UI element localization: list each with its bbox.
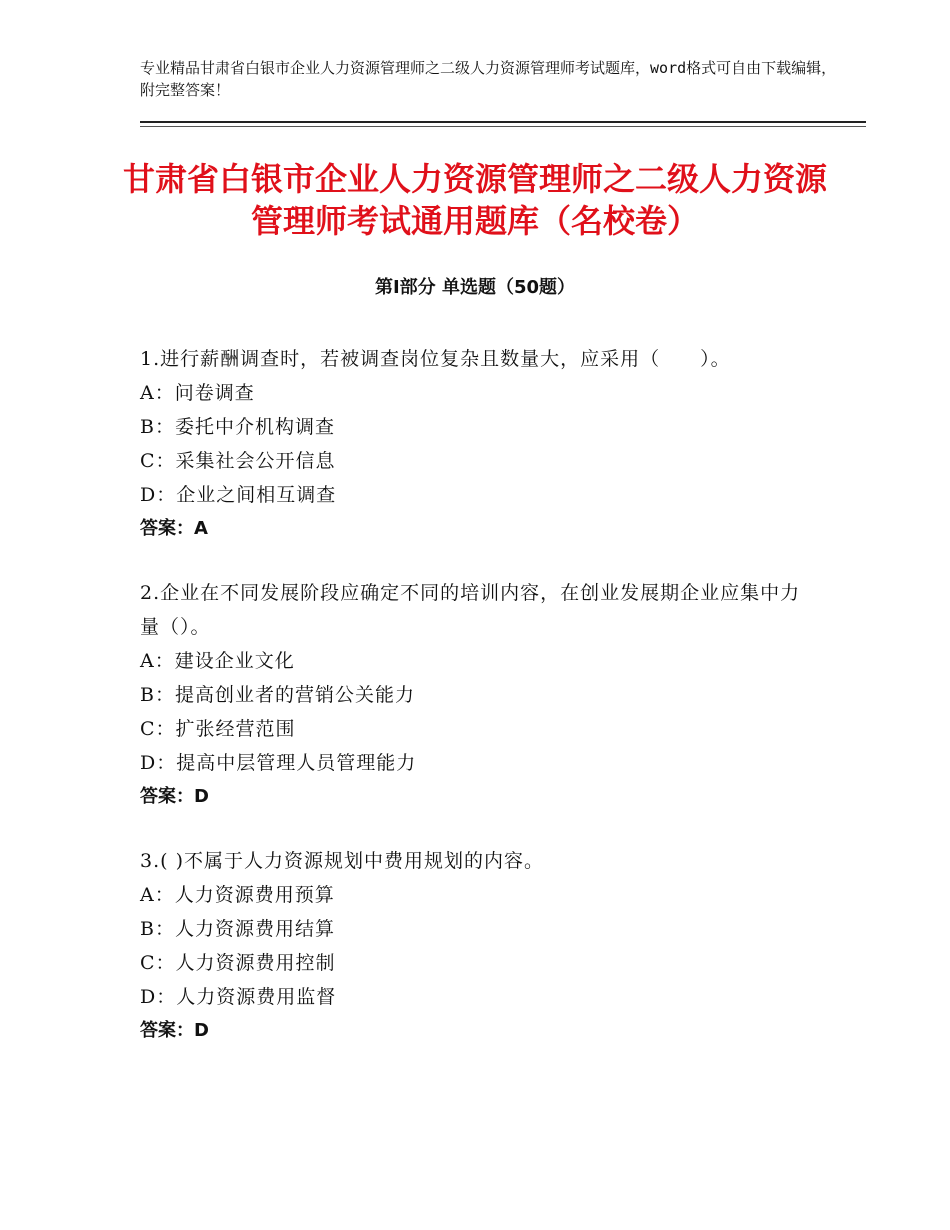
option-b: B：人力资源费用结算 [140,918,335,940]
option-b: B：提高创业者的营销公关能力 [140,684,415,706]
question-stem: 3.( )不属于人力资源规划中费用规划的内容。 [140,850,544,872]
option-d: D：企业之间相互调查 [140,484,337,506]
question-item [140,342,820,546]
question-list [140,342,820,1078]
option-a: A：建设企业文化 [140,650,295,672]
question-item [140,844,820,1048]
question-stem: 2.企业在不同发展阶段应确定不同的培训内容，在创业发展期企业应集中力量（）。 [140,582,801,638]
option-d: D：提高中层管理人员管理能力 [140,752,417,774]
question-answer: 答案：A [140,518,208,539]
option-a: A：人力资源费用预算 [140,884,335,906]
header-note: 专业精品甘肃省白银市企业人力资源管理师之二级人力资源管理师考试题库，word格式可自由下载编辑，附完整答案！ [140,59,837,99]
option-c: C：采集社会公开信息 [140,450,336,472]
option-a: A：问卷调查 [140,382,255,404]
question-answer: 答案：D [140,786,209,807]
header-divider-thick [140,121,866,123]
question-answer: 答案：D [140,1020,209,1041]
question-stem: 1.进行薪酬调查时，若被调查岗位复杂且数量大，应采用（ ）。 [140,348,731,370]
document-title: 甘肃省白银市企业人力资源管理师之二级人力资源管理师考试通用题库（名校卷） [122,160,827,240]
question-item [140,576,820,814]
header-divider-thin [140,126,866,127]
option-d: D：人力资源费用监督 [140,986,337,1008]
option-c: C：人力资源费用控制 [140,952,336,974]
option-c: C：扩张经营范围 [140,718,296,740]
section-heading: 第Ⅰ部分 单选题（50题） [374,277,575,298]
option-b: B：委托中介机构调查 [140,416,335,438]
